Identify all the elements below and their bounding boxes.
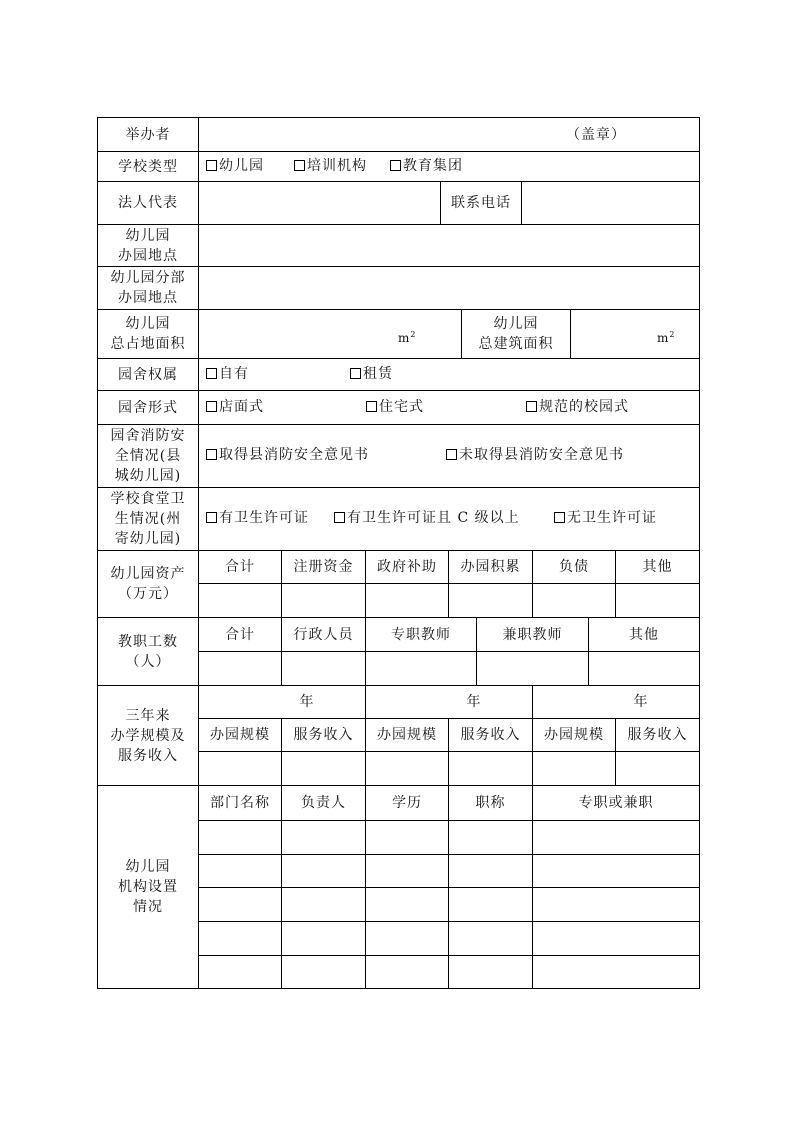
org-table-cell[interactable] (448, 887, 533, 922)
seal-note: （盖章） (566, 127, 626, 143)
org-table-cell[interactable] (198, 820, 282, 855)
canteen-option-licensed[interactable]: 有卫生许可证 (206, 508, 309, 528)
org-table-cell[interactable] (198, 854, 282, 888)
org-header-leader: 负责人 (281, 785, 366, 821)
income-input-3[interactable] (615, 751, 700, 786)
org-table-cell[interactable] (281, 887, 366, 922)
canteen-options (198, 487, 700, 551)
assets-label: 幼儿园资产 （万元） (97, 550, 199, 618)
checkbox-icon[interactable] (294, 160, 305, 171)
building-form-options (198, 390, 700, 425)
subheader-scale-2: 办园规模 (365, 718, 449, 752)
checkbox-icon[interactable] (554, 512, 565, 523)
legal-rep-label: 法人代表 (97, 181, 199, 225)
building-form-label: 园舍形式 (97, 390, 199, 425)
org-table-cell[interactable] (281, 955, 366, 989)
canteen-option-unlicensed[interactable]: 无卫生许可证 (554, 508, 657, 528)
fire-safety-options (198, 424, 700, 488)
org-table-cell[interactable] (448, 820, 533, 855)
organization-label: 幼儿园 机构设置 情况 (97, 785, 199, 989)
staff-input-other[interactable] (588, 651, 700, 686)
fire-safety-option-not-obtained[interactable]: 未取得县消防安全意见书 (446, 445, 624, 465)
staff-header-parttime-teacher: 兼职教师 (476, 617, 589, 652)
application-form-table (97, 117, 700, 989)
staff-header-admin: 行政人员 (281, 617, 366, 652)
three-years-label: 三年来 办学规模及 服务收入 (97, 685, 199, 786)
assets-header-accumulation: 办园积累 (448, 550, 533, 584)
org-table-cell[interactable] (365, 921, 449, 956)
checkbox-icon[interactable] (366, 401, 377, 412)
subheader-income-3: 服务收入 (615, 718, 700, 752)
staff-input-fulltime-teacher[interactable] (365, 651, 477, 686)
income-input-2[interactable] (448, 751, 533, 786)
subheader-scale-3: 办园规模 (532, 718, 616, 752)
checkbox-icon[interactable] (206, 449, 217, 460)
land-area-input[interactable] (198, 309, 462, 359)
org-table-cell[interactable] (532, 887, 700, 922)
assets-input-accumulation[interactable] (448, 583, 533, 618)
scale-input-3[interactable] (532, 751, 616, 786)
checkbox-icon[interactable] (206, 512, 217, 523)
assets-input-registered-capital[interactable] (281, 583, 366, 618)
checkbox-icon[interactable] (206, 368, 217, 379)
org-table-cell[interactable] (198, 921, 282, 956)
org-table-cell[interactable] (365, 854, 449, 888)
income-input-1[interactable] (281, 751, 366, 786)
staff-input-total[interactable] (198, 651, 282, 686)
address-input[interactable] (198, 224, 700, 267)
org-table-cell[interactable] (532, 854, 700, 888)
staff-header-other: 其他 (588, 617, 700, 652)
building-form-option-storefront[interactable]: 店面式 (206, 397, 264, 417)
building-form-option-residential[interactable]: 住宅式 (366, 397, 424, 417)
subheader-income-1: 服务收入 (281, 718, 366, 752)
checkbox-icon[interactable] (206, 401, 217, 412)
org-header-title: 职称 (448, 785, 533, 821)
checkbox-icon[interactable] (390, 160, 401, 171)
ownership-label: 园舍权属 (97, 358, 199, 391)
org-table-cell[interactable] (448, 955, 533, 989)
org-table-cell[interactable] (198, 887, 282, 922)
year-2-cell[interactable]: 年 (365, 685, 533, 719)
address-label: 幼儿园 办园地点 (97, 224, 199, 267)
fire-safety-label: 园舍消防安 全情况(县 城幼儿园) (97, 424, 199, 488)
school-type-option-training[interactable]: 培训机构 (294, 156, 367, 176)
assets-header-gov-subsidy: 政府补助 (365, 550, 449, 584)
ownership-options (198, 358, 700, 391)
fire-safety-option-obtained[interactable]: 取得县消防安全意见书 (206, 445, 369, 465)
org-table-cell[interactable] (532, 955, 700, 989)
year-3-cell[interactable]: 年 (532, 685, 700, 719)
org-table-cell[interactable] (365, 955, 449, 989)
ownership-option-owned[interactable]: 自有 (206, 364, 249, 384)
assets-input-total[interactable] (198, 583, 282, 618)
canteen-label: 学校食堂卫 生情况(州 寄幼儿园) (97, 487, 199, 551)
assets-input-other[interactable] (615, 583, 700, 618)
assets-input-gov-subsidy[interactable] (365, 583, 449, 618)
assets-header-registered-capital: 注册资金 (281, 550, 366, 584)
org-table-cell[interactable] (198, 955, 282, 989)
scale-input-1[interactable] (198, 751, 282, 786)
square-meter-unit: $m^2$ (398, 330, 417, 345)
staff-label: 教职工数 （人） (97, 617, 199, 686)
scale-input-2[interactable] (365, 751, 449, 786)
school-type-label: 学校类型 (97, 151, 199, 182)
branch-address-label: 幼儿园分部 办园地点 (97, 266, 199, 310)
org-table-cell[interactable] (532, 820, 700, 855)
checkbox-icon[interactable] (446, 449, 457, 460)
org-table-cell[interactable] (448, 921, 533, 956)
phone-label: 联系电话 (440, 181, 522, 225)
checkbox-icon[interactable] (334, 512, 345, 523)
canteen-option-licensed-c-level[interactable]: 有卫生许可证且 C 级以上 (334, 508, 520, 528)
organizer-input[interactable] (198, 117, 700, 152)
staff-input-parttime-teacher[interactable] (476, 651, 589, 686)
checkbox-icon[interactable] (206, 160, 217, 171)
assets-header-liabilities: 负债 (532, 550, 616, 584)
school-type-options (198, 151, 700, 182)
assets-header-total: 合计 (198, 550, 282, 584)
organizer-label: 举办者 (97, 117, 199, 152)
building-area-input[interactable] (570, 309, 700, 359)
building-area-label: 幼儿园 总建筑面积 (461, 309, 571, 359)
org-table-cell[interactable] (532, 921, 700, 956)
checkbox-icon[interactable] (526, 401, 537, 412)
branch-address-input[interactable] (198, 266, 700, 310)
org-table-cell[interactable] (281, 921, 366, 956)
ownership-option-leased[interactable]: 租赁 (350, 364, 393, 384)
org-header-education: 学历 (365, 785, 449, 821)
year-1-cell[interactable]: 年 (198, 685, 366, 719)
org-table-cell[interactable] (281, 820, 366, 855)
checkbox-icon[interactable] (350, 368, 361, 379)
org-table-cell[interactable] (448, 854, 533, 888)
legal-rep-input[interactable] (198, 181, 441, 225)
staff-header-total: 合计 (198, 617, 282, 652)
org-table-cell[interactable] (281, 854, 366, 888)
org-table-cell[interactable] (365, 820, 449, 855)
org-header-department: 部门名称 (198, 785, 282, 821)
assets-input-liabilities[interactable] (532, 583, 616, 618)
phone-input[interactable] (521, 181, 700, 225)
assets-header-other: 其他 (615, 550, 700, 584)
staff-header-fulltime-teacher: 专职教师 (365, 617, 477, 652)
school-type-option-group[interactable]: 教育集团 (390, 156, 463, 176)
land-area-label: 幼儿园 总占地面积 (97, 309, 199, 359)
staff-input-admin[interactable] (281, 651, 366, 686)
org-table-cell[interactable] (365, 887, 449, 922)
square-meter-unit: $m^2$ (657, 330, 676, 345)
school-type-option-kindergarten[interactable]: 幼儿园 (206, 156, 264, 176)
subheader-scale-1: 办园规模 (198, 718, 282, 752)
building-form-option-campus[interactable]: 规范的校园式 (526, 397, 629, 417)
subheader-income-2: 服务收入 (448, 718, 533, 752)
org-header-fulltime-or-parttime: 专职或兼职 (532, 785, 700, 821)
